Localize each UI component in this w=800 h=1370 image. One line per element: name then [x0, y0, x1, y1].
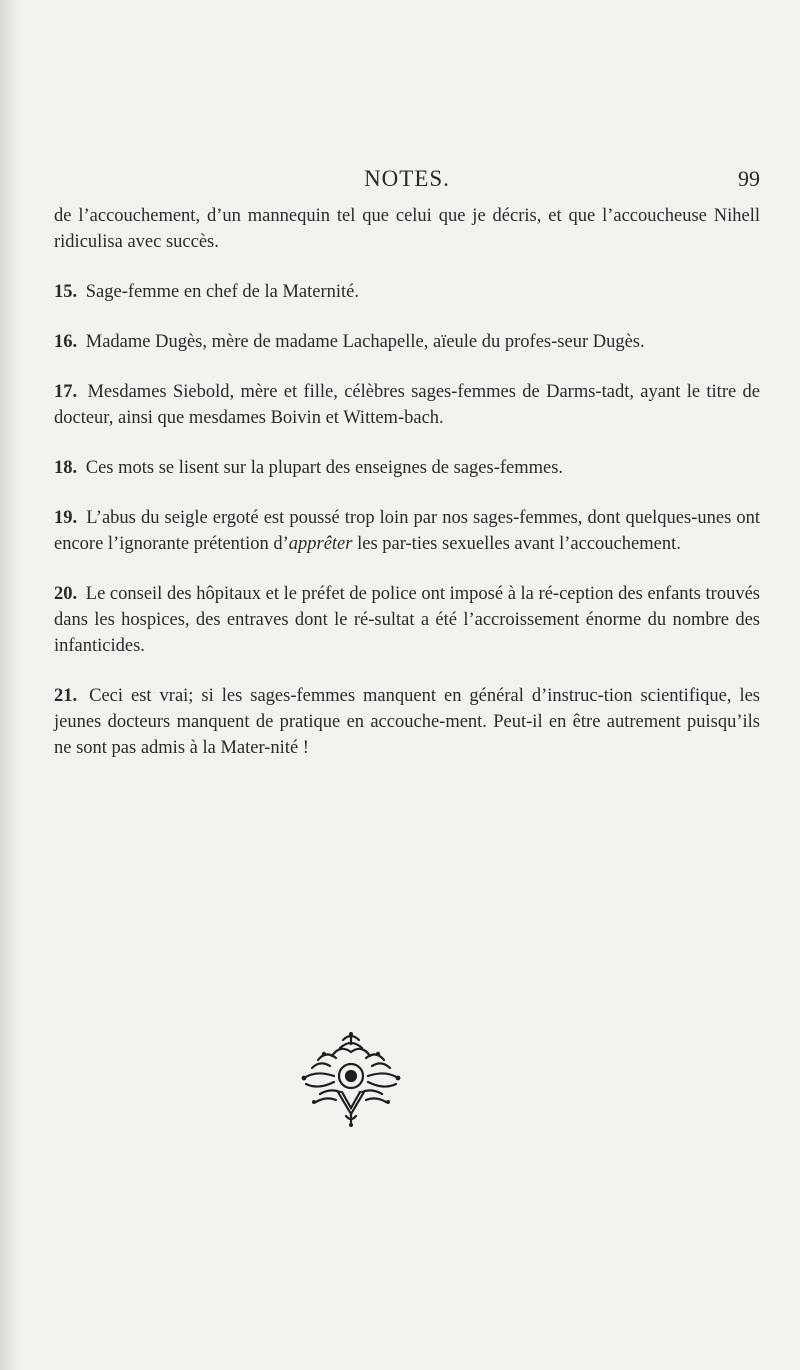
- note-text: Sage-femme en chef de la Maternité.: [85, 282, 360, 302]
- note-16: [54, 329, 760, 355]
- note-text: Ceci est vrai; si les sages-femmes manquent en général d’instruc-tion scientifique, les jeunes docteurs manquent de pratique en accouche-ment. Peut-il en être autrement puisqu’ils ne sont pas admis à la Mater-nité !: [54, 686, 760, 758]
- note-17: [54, 379, 760, 431]
- note-number: 21.: [54, 686, 78, 706]
- note-number: 19.: [54, 508, 78, 528]
- note-20: [54, 581, 760, 659]
- running-title: NOTES.: [364, 166, 450, 191]
- floral-tailpiece-ornament-icon: [296, 1030, 406, 1128]
- note-number: 18.: [54, 458, 78, 478]
- note-text: Le conseil des hôpitaux et le préfet de police ont imposé à la ré-ception des enfants trouvés dans les hospices, des entraves dont le ré-sultat a été l’accroissement énorme du nombre des infanticides.: [54, 584, 760, 656]
- ornament-svg: [296, 1030, 406, 1128]
- note-emphasis: apprêter: [288, 534, 353, 554]
- note-text-after: les par-ties sexuelles avant l’accouchement.: [352, 534, 681, 554]
- note-text: Ces mots se lisent sur la plupart des enseignes de sages-femmes.: [85, 458, 564, 478]
- note-text: Mesdames Siebold, mère et fille, célèbres sages-femmes de Darms-tadt, ayant le titre de docteur, ainsi que mesdames Boivin et Wittem-bach.: [54, 382, 761, 428]
- continuation-paragraph: de l’accouchement, d’un mannequin tel que celui que je décris, et que l’accoucheuse Nihell ridiculisa avec succès.: [54, 206, 760, 252]
- notes-body: [54, 203, 760, 785]
- page-number: 99: [738, 166, 760, 191]
- note-number: 17.: [54, 382, 78, 402]
- note-15: [54, 279, 760, 305]
- note-number: 20.: [54, 584, 78, 604]
- page-gutter-shadow: [0, 0, 22, 1370]
- note-number: 16.: [54, 332, 78, 352]
- note-19: [54, 505, 760, 557]
- note-number: 15.: [54, 282, 78, 302]
- note-21: [54, 683, 760, 761]
- note-text: Madame Dugès, mère de madame Lachapelle, aïeule du profes-seur Dugès.: [85, 332, 645, 352]
- page-header: [54, 166, 760, 200]
- note-18: [54, 455, 760, 481]
- note-text-before: L’abus du seigle ergoté est poussé trop loin par nos sages-femmes, dont quelques-unes ont encore l’ignorante prétention d’: [54, 508, 760, 554]
